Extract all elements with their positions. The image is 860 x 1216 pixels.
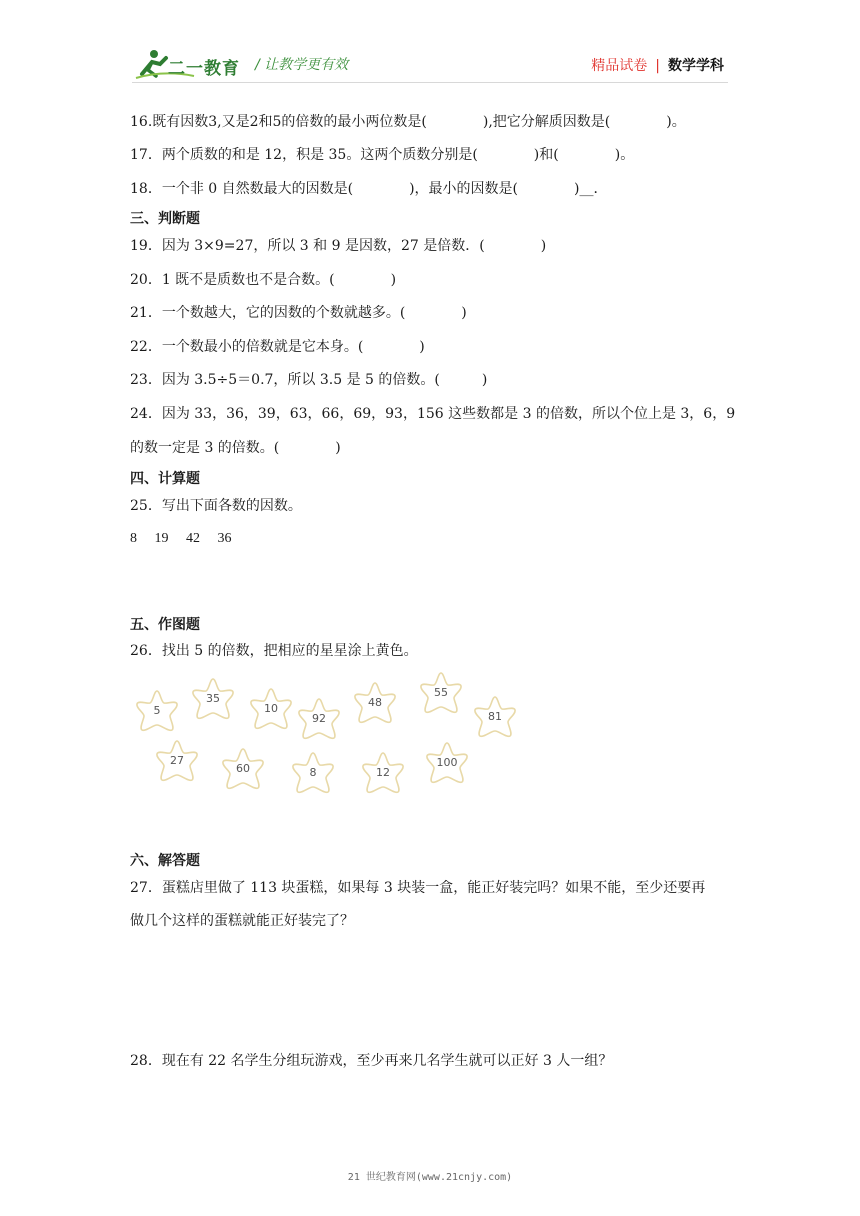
star-92: [296, 696, 342, 742]
question-28: 28．现在有 22 名学生分组玩游戏，至少再来几名学生就可以正好 3 人一组？: [130, 1053, 613, 1069]
page-header: [0, 0, 860, 90]
star-label: 48: [368, 696, 382, 709]
slogan: / 让教学更有效: [255, 57, 349, 73]
section-5-title: 五、作图题: [130, 617, 200, 633]
logo-text: 二一教育: [168, 59, 240, 79]
star-label: 8: [309, 766, 317, 779]
star-label: 60: [236, 762, 250, 775]
star-12: [360, 750, 406, 796]
question-18: 18．一个非 0 自然数最大的因数是( )，最小的因数是( )__．: [130, 181, 608, 197]
star-100: [424, 740, 470, 786]
star-label: 92: [312, 712, 326, 725]
star-label: 10: [264, 702, 278, 715]
question-25: 25．写出下面各数的因数。: [130, 498, 302, 514]
star-60: [220, 746, 266, 792]
header-separator: |: [655, 58, 660, 74]
star-label: 81: [488, 710, 502, 723]
star-81: [472, 694, 518, 740]
star-5: [134, 688, 180, 734]
star-27: [154, 738, 200, 784]
section-6-title: 六、解答题: [130, 853, 200, 869]
star-8: [290, 750, 336, 796]
page-footer: 21 世纪教育网(www.21cnjy.com): [347, 1172, 513, 1183]
section-3-title: 三、判断题: [130, 211, 200, 227]
question-25-numbers: 8 19 42 36: [130, 531, 232, 546]
question-23: 23．因为 3.5÷5＝0.7，所以 3.5 是 5 的倍数。( ): [130, 372, 488, 388]
star-35: [190, 676, 236, 722]
paper-type-label: 精品试卷: [591, 58, 648, 74]
section-4-title: 四、计算题: [130, 471, 200, 487]
star-label: 5: [153, 704, 161, 717]
star-label: 55: [434, 686, 448, 699]
question-20: 20．1 既不是质数也不是合数。( ): [130, 272, 397, 288]
subject-label: 数学学科: [668, 58, 724, 74]
header-right: [591, 55, 724, 75]
star-10: [248, 686, 294, 732]
question-24-line1: 24．因为 33，36，39，63，66，69，93，156 这些数都是 3 的倍数，所以个位上是 3，6，9: [130, 406, 736, 422]
star-label: 12: [376, 766, 390, 779]
star-label: 27: [170, 754, 184, 767]
question-19: 19．因为 3×9=27，所以 3 和 9 是因数，27 是倍数．( ): [130, 238, 547, 254]
question-17: 17．两个质数的和是 12，积是 35。这两个质数分别是( )和( )。: [130, 147, 635, 163]
question-16: 16.既有因数3,又是2和5的倍数的最小两位数是( ),把它分解质因数是( )。: [130, 114, 686, 130]
question-27-line2: 做几个这样的蛋糕就能正好装完了？: [130, 913, 354, 929]
star-48: [352, 680, 398, 726]
star-55: [418, 670, 464, 716]
question-22: 22．一个数最小的倍数就是它本身。( ): [130, 339, 425, 355]
question-26: 26．找出 5 的倍数，把相应的星星涂上黄色。: [130, 643, 418, 659]
star-group: [130, 672, 530, 802]
star-label: 100: [436, 756, 458, 769]
header-divider: [132, 82, 728, 83]
star-label: 35: [206, 692, 220, 705]
question-21: 21．一个数越大，它的因数的个数就越多。( ): [130, 305, 467, 321]
question-24-line2: 的数一定是 3 的倍数。( ): [130, 440, 341, 456]
question-27-line1: 27．蛋糕店里做了 113 块蛋糕，如果每 3 块装一盒，能正好装完吗？如果不能，至少还要再: [130, 880, 706, 896]
